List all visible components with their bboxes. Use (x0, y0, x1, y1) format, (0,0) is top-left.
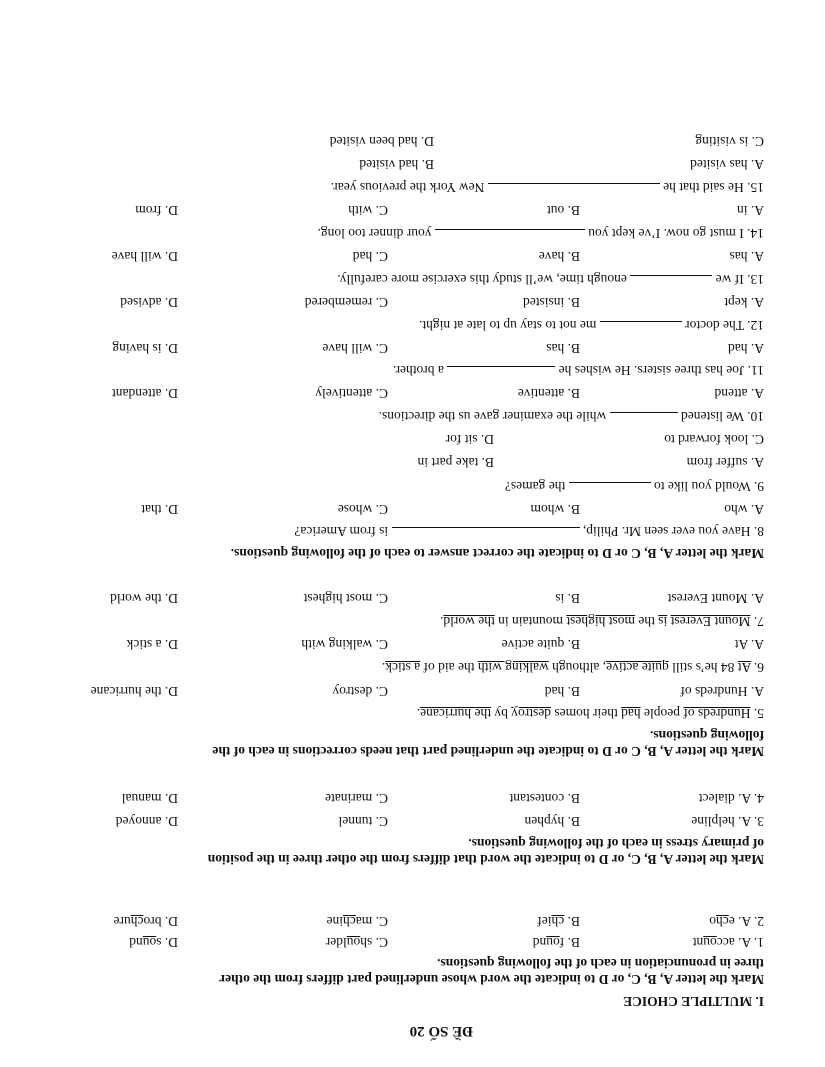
q9-blank (569, 482, 651, 494)
q11-stem: 11. Joe has three sisters. He wishes he a brother. (392, 363, 764, 378)
q10-stem: 10. We listened while the examiner gave us the directions. (378, 409, 764, 424)
q3-option-c: C. tunnel (338, 814, 388, 829)
instruction-stress-line2: of primary stress in each of the following questions. (468, 836, 764, 851)
q4-option-d: D. manual (121, 791, 178, 806)
q3-option-a: 3. A. helpline (691, 814, 764, 829)
q14-option-a: A. in (737, 203, 764, 218)
section-heading: I. MULTIPLE CHOICE (623, 994, 764, 1009)
q1-option-c: C. shoulder (325, 935, 388, 950)
q9-option-b: B. take part in (417, 455, 494, 470)
q12-blank (600, 321, 682, 333)
q5-sentence: 5. Hundreds of people had their homes destroy by the hurricane. (416, 706, 764, 721)
q1-option-d: D. sound (129, 935, 178, 950)
q3-option-b: B. hyphen (524, 814, 580, 829)
q15-option-b: B. had visited (359, 157, 434, 172)
q8-option-d: D. that (141, 502, 178, 517)
q11-option-b: B. has (546, 341, 580, 356)
q8-option-b: B. whom (530, 502, 580, 517)
q12-option-c: C. remembered (304, 295, 388, 310)
q7-option-c: C. most highest (303, 591, 388, 606)
q10-option-a: A. attend (714, 386, 764, 401)
q8-option-a: A. who (724, 502, 764, 517)
q14-stem: 14. I must go now. I’ve kept you your dinner too long. (317, 226, 764, 241)
q5-option-a: A. Hundreds of (680, 684, 764, 699)
q4-option-c: C. marinate (325, 791, 388, 806)
q7-option-a: A. Mount Everest (667, 591, 764, 606)
q10-option-b: B. attentive (517, 386, 580, 401)
instruction-stress-line1: Mark the letter A, B, C, or D to indicate the word that differs from the other three in the position (207, 852, 764, 867)
instruction-pronunciation-line1: Mark the letter A, B, C, or D to indicate the word whose underlined part differs from the other (219, 972, 764, 987)
q4-option-b: B. contestant (509, 791, 580, 806)
q5-option-c: C. destroy (332, 684, 388, 699)
q13-blank (630, 275, 712, 287)
instruction-pronunciation-line2: three in pronunciation in each of the following questions. (437, 956, 764, 971)
q15-stem: 15. He said that he New York the previous year. (330, 180, 764, 195)
q14-option-d: D. from (135, 203, 178, 218)
q12-option-b: B. insisted (522, 295, 580, 310)
q2-option-c: C. machine (326, 914, 388, 929)
q1-option-a: 1. A. account (692, 935, 764, 950)
instruction-correction-line1: Mark the letter A, B, C or D to indicate the underlined part that needs corrections in each of the (212, 744, 764, 759)
instruction-correction-line2: following questions. (649, 728, 764, 743)
q11-option-d: D. is having (112, 341, 178, 356)
q9-option-d: D. sit for (445, 432, 494, 447)
q2-option-b: B. chief (537, 914, 580, 929)
q6-option-a: A. At (734, 637, 764, 652)
q14-blank (435, 229, 585, 241)
q13-option-c: C. had (352, 249, 388, 264)
q12-stem: 12. The doctor me not to stay up to late at night. (419, 318, 764, 333)
instruction-answer: Mark the letter A, B, C or D to indicate the correct answer to each of the following questions. (230, 546, 764, 561)
q7-option-d: D. the world (110, 591, 178, 606)
q15-blank (488, 183, 660, 195)
q14-option-b: B. out (546, 203, 580, 218)
q14-option-c: C. with (348, 203, 388, 218)
q11-option-c: C. will have (322, 341, 388, 356)
q12-option-a: A. kept (724, 295, 764, 310)
q15-option-c: C. is visiting (695, 134, 764, 149)
q3-option-d: D. annoyed (115, 814, 178, 829)
q1-option-b: B. found (532, 935, 580, 950)
q12-option-d: D. advised (120, 295, 178, 310)
q8-blank (392, 527, 580, 539)
q13-option-b: B. have (538, 249, 580, 264)
q7-sentence: 7. Mount Everest is the most highest mountain in the world. (439, 614, 764, 629)
q2-option-a: 2. A. echo (709, 914, 764, 929)
q15-option-d: D. had been visited (329, 134, 434, 149)
q9-option-a: A. suffer from (686, 455, 764, 470)
q6-option-d: D. a stick (126, 637, 178, 652)
q6-option-c: C. walking with (301, 637, 388, 652)
q6-option-b: B. quite active (501, 637, 580, 652)
q2-option-d: D. brochure (113, 914, 178, 929)
q11-option-a: A. had (728, 341, 764, 356)
q10-blank (610, 412, 678, 424)
q10-option-c: C. attentively (315, 386, 388, 401)
q5-option-d: D. the hurricane (90, 684, 178, 699)
q8-option-c: C. whose (337, 502, 388, 517)
q11-blank (447, 366, 555, 378)
q13-stem: 13. If we enough time, we’ll study this exercise more carefully. (337, 272, 764, 287)
q13-option-d: D. will have (111, 249, 178, 264)
q8-stem: 8. Have you ever seen Mr. Philip, is from America? (294, 524, 764, 539)
q10-option-d: D. attendant (112, 386, 178, 401)
q13-option-a: A. has (729, 249, 764, 264)
q5-option-b: B. had (544, 684, 580, 699)
q7-option-b: B. is (555, 591, 580, 606)
page-title: ĐỀ SỐ 20 (409, 1023, 473, 1039)
q9-stem: 9. Would you like to the games? (504, 479, 764, 494)
q4-option-a: 4. A. dialect (698, 791, 764, 806)
q6-sentence: 6. At 84 he’s still quite active, although walking with the aid of a stick. (381, 660, 764, 675)
q15-option-a: A. has visited (690, 157, 764, 172)
q9-option-c: C. look forward to (664, 432, 764, 447)
